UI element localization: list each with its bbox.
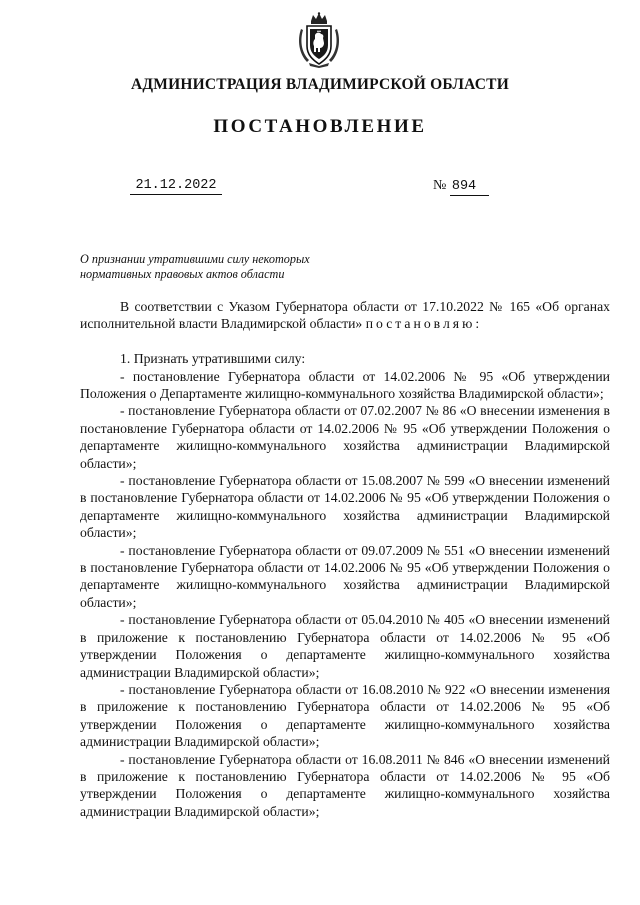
number-sign: № bbox=[433, 178, 447, 193]
coat-of-arms-icon bbox=[297, 12, 341, 68]
subject-line-2: нормативных правовых актов области bbox=[80, 267, 285, 281]
list-item: - постановление Губернатора области от 07.02.2007 № 86 «О внесении изменения в постановление Губернатора области от 14.02.2006 № 95 «Об утверждении Положения о департаменте жилищно-коммунального хозяйства администрации Владимирской области»; bbox=[80, 403, 610, 471]
document-number bbox=[433, 178, 487, 196]
document-date: 21.12.2022 bbox=[130, 178, 222, 195]
document-type-title: ПОСТАНОВЛЕНИЕ bbox=[213, 116, 427, 137]
document-body bbox=[80, 298, 610, 820]
preamble-text: В соответствии с Указом Губернатора области от 17.10.2022 № 165 «Об органах исполнительной власти Владимирской области» bbox=[80, 299, 610, 332]
subject-line-1: О признании утратившими силу некоторых bbox=[80, 252, 310, 266]
number-value: 894 bbox=[450, 179, 489, 196]
preamble-paragraph bbox=[80, 298, 610, 333]
list-item: - постановление Губернатора области от 14.02.2006 № 95 «Об утверждении Положения о Департаменте жилищно-коммунального хозяйства Владимирской области»; bbox=[80, 368, 610, 402]
list-item: - постановление Губернатора области от 16.08.2010 № 922 «О внесении изменения в приложение к постановлению Губернатора области от 14.02.2006 № 95 «Об утверждении Положения о департаменте жилищно-коммунального хозяйства администрации Владимирской области»; bbox=[80, 681, 610, 750]
list-item: - постановление Губернатора области от 09.07.2009 № 551 «О внесении изменений в постановление Губернатора области от 14.02.2006 № 95 «Об утверждении Положения о департаменте жилищно-коммунального хозяйства администрации Владимирской области»; bbox=[80, 542, 610, 610]
list-item: - постановление Губернатора области от 15.08.2007 № 599 «О внесении изменений в постановление Губернатора области от 14.02.2006 № 95 «Об утверждении Положения о департаменте жилищно-коммунального хозяйства администрации Владимирской области»; bbox=[80, 473, 610, 541]
list-item: - постановление Губернатора области от 16.08.2011 № 846 «О внесении изменений в приложение к постановлению Губернатора области от 14.02.2006 № 95 «Об утверждении Положения о департаменте жилищно-коммунального хозяйства администрации Владимирской области»; bbox=[80, 751, 610, 819]
clause-heading: 1. Признать утратившими силу: bbox=[120, 351, 306, 367]
organization-name: АДМИНИСТРАЦИЯ ВЛАДИМИРСКОЙ ОБЛАСТИ bbox=[131, 76, 509, 93]
list-item: - постановление Губернатора области от 05.04.2010 № 405 «О внесении изменений в приложение к постановлению Губернатора области от 14.02.2006 № 95 «Об утверждении Положения о департаменте жилищно-коммунального хозяйства администрации Владимирской области»; bbox=[80, 612, 610, 680]
document-subject bbox=[80, 252, 310, 282]
decree-word: постановляю: bbox=[365, 316, 483, 332]
